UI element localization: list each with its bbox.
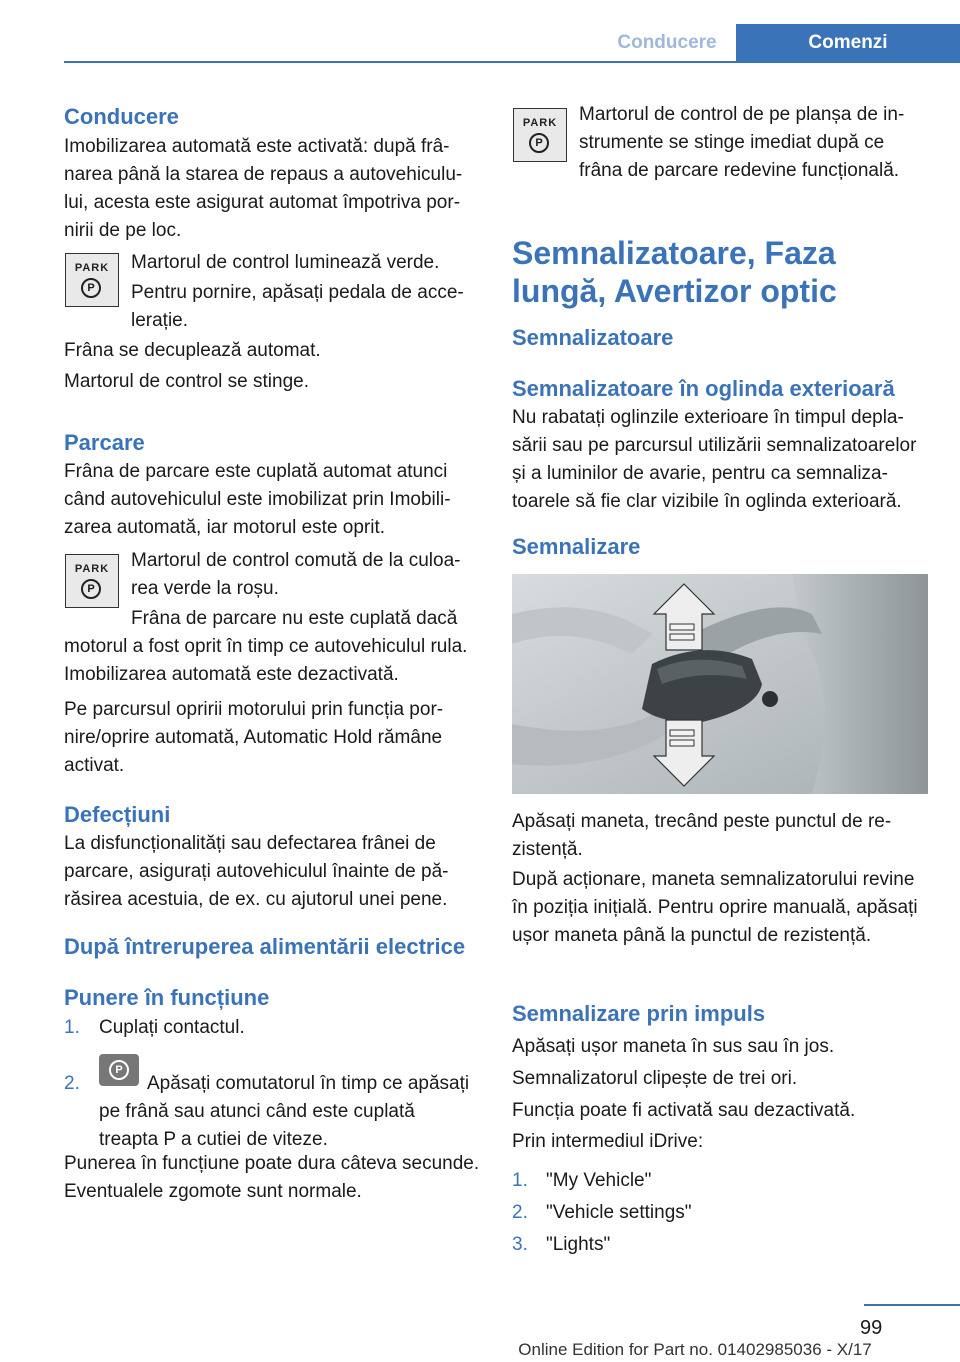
heading-parcare: Parcare bbox=[64, 430, 145, 455]
paragraph: Semnalizatorul clipește de trei ori. bbox=[512, 1068, 798, 1089]
paragraph: Martorul de control se stinge. bbox=[64, 371, 310, 392]
list-item: Apăsați comutatorul în timp ce apăsați pe frână sau atunci când este cuplată treapta P a cutiei de viteze. bbox=[99, 1073, 470, 1150]
p-circle-icon: P bbox=[81, 579, 101, 599]
park-indicator-icon bbox=[65, 554, 119, 608]
paragraph: Martorul de control de pe planșa de instrumente se stinge imediat după ce frâna de parcare redevine funcțională. bbox=[579, 104, 905, 181]
heading-conducere: Conducere bbox=[64, 104, 179, 129]
footer-rule bbox=[864, 1304, 960, 1306]
park-indicator-icon bbox=[65, 253, 119, 307]
list-item: "Lights" bbox=[546, 1234, 611, 1255]
park-label: PARK bbox=[522, 117, 558, 129]
paragraph: La disfuncționalități sau defectarea frânei de parcare, asigurați autovehiculul înainte de părăsirea acestuia, de ex. cu ajutorul unei pene. bbox=[64, 833, 449, 910]
paragraph: Funcția poate fi activată sau dezactivată. bbox=[512, 1100, 856, 1121]
p-circle-icon: P bbox=[109, 1060, 129, 1080]
list-item: Cuplați contactul. bbox=[99, 1017, 245, 1038]
paragraph: Prin intermediul iDrive: bbox=[512, 1131, 704, 1152]
paragraph: Martorul de control comută de la culoarea verde la roșu. bbox=[131, 550, 461, 599]
paragraph: motorul a fost oprit în timp ce autovehiculul rula. Imobilizarea automată este dezactivată. bbox=[64, 636, 468, 685]
list-number: 2. bbox=[512, 1202, 528, 1223]
list-number: 2. bbox=[64, 1073, 80, 1094]
list-number: 1. bbox=[512, 1170, 528, 1191]
turn-signal-lever-illustration bbox=[512, 574, 928, 794]
park-label: PARK bbox=[74, 563, 110, 575]
paragraph: Apăsați ușor maneta în sus sau în jos. bbox=[512, 1036, 835, 1057]
list-number: 3. bbox=[512, 1234, 528, 1255]
heading-power-interruption: După întreruperea alimentării electrice bbox=[64, 934, 466, 959]
paragraph: Martorul de control luminează verde. bbox=[131, 252, 440, 273]
heading-semnalizatoare: Semnalizatoare bbox=[512, 325, 674, 350]
heading-semnalizatoare-main: Semnalizatoare, Faza lungă, Avertizor optic bbox=[512, 235, 837, 309]
paragraph: Pentru pornire, apăsați pedala de accelerație. bbox=[131, 282, 464, 331]
heading-semnalizare-impuls: Semnalizare prin impuls bbox=[512, 1001, 766, 1026]
edition-footer: Online Edition for Part no. 01402985036 - X/17 bbox=[518, 1340, 872, 1359]
paragraph: Pe parcursul opririi motorului prin funcția pornire/oprire automată, Automatic Hold rămâne activat. bbox=[64, 699, 444, 776]
header-rule bbox=[64, 61, 960, 63]
park-label: PARK bbox=[74, 262, 110, 274]
paragraph: Imobilizarea automată este activată: după frânarea până la starea de repaus a autovehiculului, acesta este asigurat automat împotriva pornirii de pe loc. bbox=[64, 136, 463, 241]
heading-defectiuni: Defecțiuni bbox=[64, 802, 171, 827]
list-item: "Vehicle settings" bbox=[546, 1202, 692, 1223]
page-number: 99 bbox=[860, 1317, 883, 1339]
paragraph: Frâna se decuplează automat. bbox=[64, 340, 321, 361]
tab-comenzi[interactable]: Comenzi bbox=[736, 24, 960, 62]
heading-punere-in-functiune: Punere în funcțiune bbox=[64, 985, 270, 1010]
heading-semnalizare: Semnalizare bbox=[512, 534, 641, 559]
p-circle-icon: P bbox=[529, 133, 549, 153]
lever-drawing bbox=[512, 574, 928, 794]
paragraph: Apăsați maneta, trecând peste punctul de rezistență. bbox=[512, 811, 892, 860]
list-number: 1. bbox=[64, 1017, 80, 1038]
park-indicator-icon bbox=[513, 108, 567, 162]
p-circle-icon: P bbox=[81, 278, 101, 298]
paragraph: Frâna de parcare nu este cuplată dacă bbox=[131, 608, 458, 629]
list-item: "My Vehicle" bbox=[546, 1170, 652, 1191]
tab-conducere[interactable]: Conducere bbox=[598, 24, 736, 62]
paragraph: Frâna de parcare este cuplată automat atunci când autovehiculul este imobilizat prin Imobilizarea automată, iar motorul este oprit. bbox=[64, 461, 451, 538]
heading-mirror-indicators: Semnalizatoare în oglinda exterioară bbox=[512, 376, 895, 401]
paragraph: După acționare, maneta semnalizatorului revine în poziția inițială. Pentru oprire manuală, apăsați ușor maneta până la punctul de rezistență. bbox=[512, 869, 918, 946]
paragraph: Punerea în funcțiune poate dura câteva secunde. Eventualele zgomote sunt normale. bbox=[64, 1153, 480, 1202]
paragraph: Nu rabatați oglinzile exterioare în timpul deplasării sau pe parcursul utilizării semnalizatoarelor și a luminilor de avarie, pentru ca semnalizatoarele să fie clar vizibile în oglinda exterioară. bbox=[512, 407, 917, 512]
